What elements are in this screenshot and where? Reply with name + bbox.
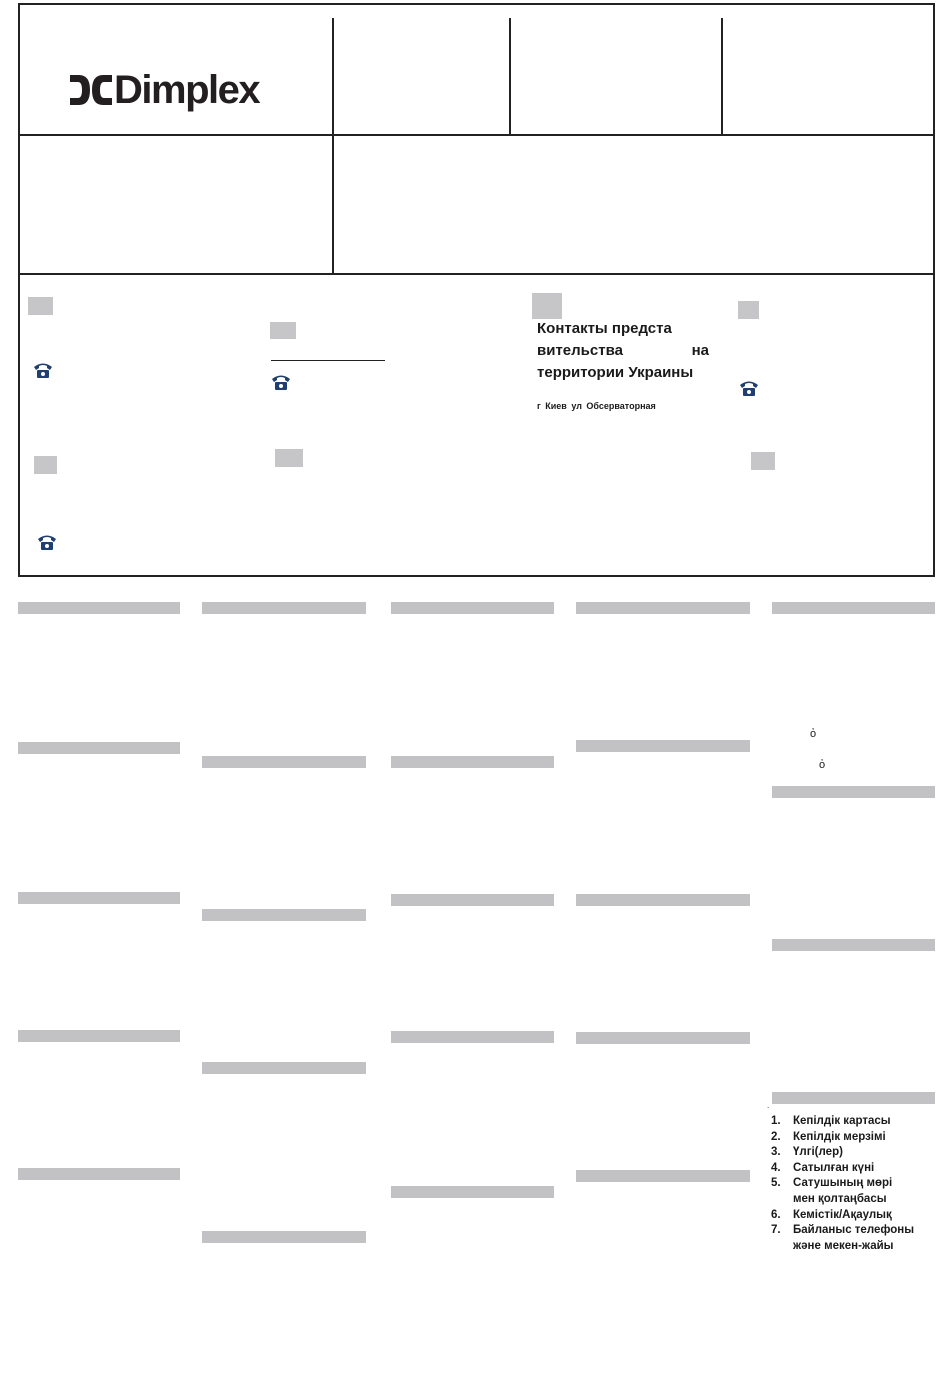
- column-heading-bar: [18, 892, 180, 904]
- ukraine-address: г Киев ул Обсерваторная: [537, 401, 656, 411]
- list-item: 4. Сатылған күні: [771, 1161, 875, 1174]
- column-heading-bar: [576, 894, 750, 906]
- column-heading-bar: [576, 602, 750, 614]
- stray-glyph: ὀ: [810, 728, 817, 740]
- column-heading-bar: [202, 756, 366, 768]
- list-item: және мекен-жайы: [793, 1239, 894, 1252]
- column-heading-bar: [576, 1032, 750, 1044]
- column-heading-bar: [576, 740, 750, 752]
- country-flag-box: [270, 322, 296, 339]
- dimplex-logo-mark-icon: [68, 73, 114, 107]
- list-item: мен қолтаңбасы: [793, 1192, 887, 1205]
- column-heading-bar: [772, 1092, 935, 1104]
- column-heading-bar: [18, 742, 180, 754]
- column-heading-bar: [202, 909, 366, 921]
- column-heading-bar: [391, 602, 554, 614]
- country-flag-box: [28, 297, 53, 315]
- underline-rule: [271, 360, 385, 361]
- phone-icon: [33, 361, 53, 379]
- list-item: 1. Кепілдік картасы: [771, 1115, 891, 1127]
- column-heading-bar: [772, 939, 935, 951]
- column-heading-bar: [772, 602, 935, 614]
- column-heading-bar: [391, 756, 554, 768]
- country-flag-box: [738, 301, 759, 319]
- header-divider: [18, 134, 935, 136]
- list-item: 6. Кемістік/Ақаулық: [771, 1208, 892, 1221]
- stray-glyph: ὀ: [819, 759, 826, 771]
- column-divider-1: [332, 18, 334, 274]
- ukraine-title-line1: Контакты предста: [537, 320, 672, 337]
- list-item: 3. Үлгі(лер): [771, 1146, 843, 1159]
- country-flag-box: [751, 452, 775, 470]
- ukraine-contacts-title: [537, 318, 709, 384]
- list-item: 5. Сатушының мөрі: [771, 1177, 893, 1190]
- kz-warranty-field-list: [771, 1114, 941, 1254]
- phone-icon: [37, 533, 57, 551]
- column-divider-2: [509, 18, 511, 135]
- dimplex-logo: [68, 66, 259, 114]
- dimplex-logo-text: Dimplex: [114, 68, 260, 112]
- column-heading-bar: [576, 1170, 750, 1182]
- column-heading-bar: [391, 1186, 554, 1198]
- column-heading-bar: [18, 602, 180, 614]
- country-flag-box-ukraine: [532, 293, 562, 319]
- column-heading-bar: [202, 1231, 366, 1243]
- list-item: 7. Байланыс телефоны: [771, 1224, 915, 1237]
- list-item: 2. Кепілдік мерзімі: [771, 1130, 886, 1143]
- contacts-divider: [18, 273, 935, 275]
- list-dot: .: [767, 1101, 770, 1110]
- column-heading-bar: [391, 1031, 554, 1043]
- column-divider-3: [721, 18, 723, 135]
- country-flag-box: [34, 456, 57, 474]
- phone-icon: [271, 373, 291, 391]
- column-heading-bar: [202, 1062, 366, 1074]
- column-heading-bar: [772, 786, 935, 798]
- column-heading-bar: [202, 602, 366, 614]
- ukraine-title-line2: вительства на: [537, 342, 709, 359]
- country-flag-box: [275, 449, 303, 467]
- column-heading-bar: [391, 894, 554, 906]
- column-heading-bar: [18, 1030, 180, 1042]
- ukraine-title-line3: территории Украины: [537, 364, 694, 381]
- phone-icon: [739, 379, 759, 397]
- column-heading-bar: [18, 1168, 180, 1180]
